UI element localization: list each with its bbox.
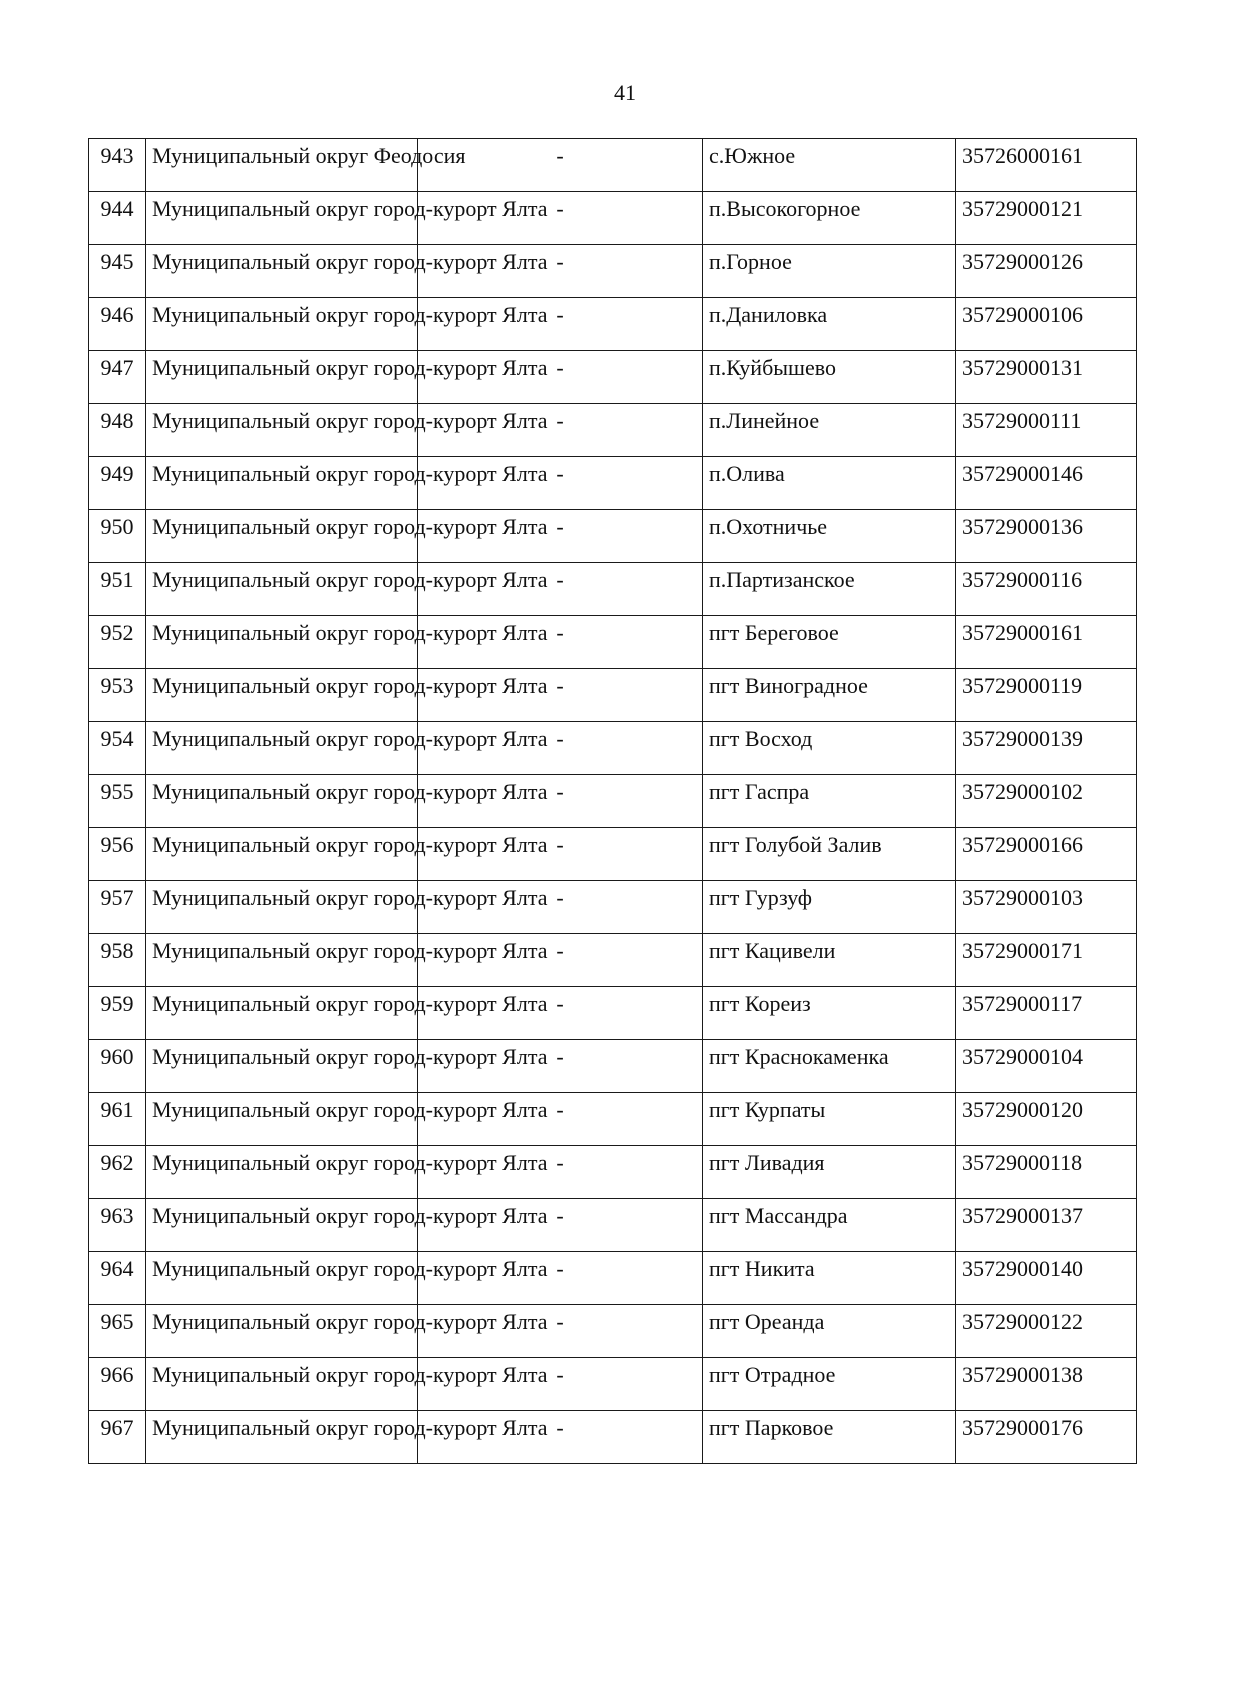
table-row [89, 828, 1137, 881]
municipality-cell: Муниципальный округ город-курорт Ялта [146, 510, 418, 563]
table-row [89, 1252, 1137, 1305]
table-row [89, 139, 1137, 192]
municipality-cell: Муниципальный округ город-курорт Ялта [146, 722, 418, 775]
settlement-cell: пгт Ореанда [703, 1305, 956, 1358]
dash-cell: - [418, 669, 703, 722]
row-number-cell: 959 [89, 987, 146, 1040]
oktmo-code-cell: 35729000176 [956, 1411, 1137, 1464]
table-row [89, 722, 1137, 775]
settlement-cell: пгт Отрадное [703, 1358, 956, 1411]
settlement-cell: с.Южное [703, 139, 956, 192]
municipality-cell: Муниципальный округ город-курорт Ялта [146, 563, 418, 616]
row-number-cell: 944 [89, 192, 146, 245]
settlement-cell: п.Высокогорное [703, 192, 956, 245]
table-row [89, 934, 1137, 987]
dash-cell: - [418, 987, 703, 1040]
municipality-cell: Муниципальный округ город-курорт Ялта [146, 616, 418, 669]
oktmo-code-cell: 35726000161 [956, 139, 1137, 192]
oktmo-code-cell: 35729000103 [956, 881, 1137, 934]
municipality-cell: Муниципальный округ город-курорт Ялта [146, 457, 418, 510]
dash-cell: - [418, 563, 703, 616]
dash-cell: - [418, 139, 703, 192]
settlement-cell: пгт Виноградное [703, 669, 956, 722]
table-row [89, 563, 1137, 616]
municipality-cell: Муниципальный округ город-курорт Ялта [146, 1199, 418, 1252]
table-row [89, 616, 1137, 669]
settlement-cell: п.Горное [703, 245, 956, 298]
row-number-cell: 951 [89, 563, 146, 616]
table-row [89, 881, 1137, 934]
table-row [89, 1199, 1137, 1252]
municipality-cell: Муниципальный округ город-курорт Ялта [146, 1093, 418, 1146]
municipality-cell: Муниципальный округ город-курорт Ялта [146, 192, 418, 245]
row-number-cell: 948 [89, 404, 146, 457]
oktmo-code-cell: 35729000102 [956, 775, 1137, 828]
settlement-cell: пгт Кацивели [703, 934, 956, 987]
table-row [89, 1305, 1137, 1358]
oktmo-code-cell: 35729000122 [956, 1305, 1137, 1358]
settlement-cell: п.Олива [703, 457, 956, 510]
row-number-cell: 965 [89, 1305, 146, 1358]
row-number-cell: 943 [89, 139, 146, 192]
dash-cell: - [418, 351, 703, 404]
table-body [89, 139, 1137, 1464]
dash-cell: - [418, 1040, 703, 1093]
row-number-cell: 963 [89, 1199, 146, 1252]
oktmo-code-cell: 35729000104 [956, 1040, 1137, 1093]
municipality-cell: Муниципальный округ город-курорт Ялта [146, 934, 418, 987]
dash-cell: - [418, 934, 703, 987]
table-row [89, 775, 1137, 828]
row-number-cell: 950 [89, 510, 146, 563]
row-number-cell: 958 [89, 934, 146, 987]
table-row [89, 404, 1137, 457]
table-row [89, 1146, 1137, 1199]
dash-cell: - [418, 457, 703, 510]
oktmo-code-cell: 35729000171 [956, 934, 1137, 987]
table-row [89, 1358, 1137, 1411]
page-number: 41 [614, 80, 636, 105]
municipality-cell: Муниципальный округ город-курорт Ялта [146, 828, 418, 881]
dash-cell: - [418, 1252, 703, 1305]
table-row [89, 669, 1137, 722]
municipality-cell: Муниципальный округ город-курорт Ялта [146, 669, 418, 722]
municipality-cell: Муниципальный округ город-курорт Ялта [146, 775, 418, 828]
table-row [89, 298, 1137, 351]
oktmo-code-cell: 35729000136 [956, 510, 1137, 563]
oktmo-code-cell: 35729000161 [956, 616, 1137, 669]
settlement-cell: п.Даниловка [703, 298, 956, 351]
oktmo-code-cell: 35729000139 [956, 722, 1137, 775]
oktmo-code-cell: 35729000166 [956, 828, 1137, 881]
settlement-cell: пгт Никита [703, 1252, 956, 1305]
oktmo-code-cell: 35729000131 [956, 351, 1137, 404]
oktmo-code-cell: 35729000106 [956, 298, 1137, 351]
settlement-cell: п.Партизанское [703, 563, 956, 616]
municipality-cell: Муниципальный округ город-курорт Ялта [146, 245, 418, 298]
row-number-cell: 966 [89, 1358, 146, 1411]
settlement-cell: п.Линейное [703, 404, 956, 457]
settlement-cell: пгт Восход [703, 722, 956, 775]
municipality-cell: Муниципальный округ город-курорт Ялта [146, 351, 418, 404]
municipality-cell: Муниципальный округ город-курорт Ялта [146, 404, 418, 457]
oktmo-code-cell: 35729000116 [956, 563, 1137, 616]
municipality-cell: Муниципальный округ город-курорт Ялта [146, 881, 418, 934]
settlement-cell: пгт Ливадия [703, 1146, 956, 1199]
table-row [89, 1093, 1137, 1146]
dash-cell: - [418, 404, 703, 457]
oktmo-code-cell: 35729000111 [956, 404, 1137, 457]
dash-cell: - [418, 775, 703, 828]
settlement-cell: пгт Гаспра [703, 775, 956, 828]
municipality-cell: Муниципальный округ город-курорт Ялта [146, 298, 418, 351]
dash-cell: - [418, 722, 703, 775]
row-number-cell: 962 [89, 1146, 146, 1199]
settlement-cell: пгт Массандра [703, 1199, 956, 1252]
oktmo-code-cell: 35729000117 [956, 987, 1137, 1040]
oktmo-code-cell: 35729000137 [956, 1199, 1137, 1252]
municipality-cell: Муниципальный округ город-курорт Ялта [146, 1305, 418, 1358]
municipality-cell: Муниципальный округ город-курорт Ялта [146, 987, 418, 1040]
dash-cell: - [418, 881, 703, 934]
oktmo-code-cell: 35729000120 [956, 1093, 1137, 1146]
oktmo-code-cell: 35729000126 [956, 245, 1137, 298]
row-number-cell: 960 [89, 1040, 146, 1093]
dash-cell: - [418, 1093, 703, 1146]
table-row [89, 987, 1137, 1040]
settlement-cell: п.Охотничье [703, 510, 956, 563]
row-number-cell: 947 [89, 351, 146, 404]
dash-cell: - [418, 245, 703, 298]
table-row [89, 192, 1137, 245]
row-number-cell: 945 [89, 245, 146, 298]
dash-cell: - [418, 510, 703, 563]
dash-cell: - [418, 616, 703, 669]
dash-cell: - [418, 298, 703, 351]
dash-cell: - [418, 1411, 703, 1464]
oktmo-code-cell: 35729000146 [956, 457, 1137, 510]
settlement-cell: пгт Гурзуф [703, 881, 956, 934]
settlement-cell: пгт Береговое [703, 616, 956, 669]
table-row [89, 351, 1137, 404]
oktmo-code-cell: 35729000119 [956, 669, 1137, 722]
dash-cell: - [418, 1305, 703, 1358]
settlement-cell: пгт Парковое [703, 1411, 956, 1464]
oktmo-code-cell: 35729000118 [956, 1146, 1137, 1199]
table-row [89, 1040, 1137, 1093]
municipality-cell: Муниципальный округ город-курорт Ялта [146, 1411, 418, 1464]
oktmo-code-cell: 35729000121 [956, 192, 1137, 245]
row-number-cell: 946 [89, 298, 146, 351]
row-number-cell: 953 [89, 669, 146, 722]
row-number-cell: 961 [89, 1093, 146, 1146]
row-number-cell: 957 [89, 881, 146, 934]
dash-cell: - [418, 1358, 703, 1411]
municipality-cell: Муниципальный округ город-курорт Ялта [146, 1252, 418, 1305]
dash-cell: - [418, 828, 703, 881]
settlement-cell: п.Куйбышево [703, 351, 956, 404]
municipality-cell: Муниципальный округ город-курорт Ялта [146, 1146, 418, 1199]
table-row [89, 510, 1137, 563]
oktmo-code-cell: 35729000140 [956, 1252, 1137, 1305]
settlement-cell: пгт Кореиз [703, 987, 956, 1040]
row-number-cell: 952 [89, 616, 146, 669]
municipality-cell: Муниципальный округ Феодосия [146, 139, 418, 192]
table-row [89, 245, 1137, 298]
table-row [89, 1411, 1137, 1464]
row-number-cell: 956 [89, 828, 146, 881]
dash-cell: - [418, 1146, 703, 1199]
settlement-cell: пгт Голубой Залив [703, 828, 956, 881]
row-number-cell: 954 [89, 722, 146, 775]
row-number-cell: 967 [89, 1411, 146, 1464]
oktmo-code-cell: 35729000138 [956, 1358, 1137, 1411]
municipality-cell: Муниципальный округ город-курорт Ялта [146, 1040, 418, 1093]
table-row [89, 457, 1137, 510]
municipality-cell: Муниципальный округ город-курорт Ялта [146, 1358, 418, 1411]
row-number-cell: 964 [89, 1252, 146, 1305]
settlements-table [88, 138, 1137, 1464]
settlement-cell: пгт Краснокаменка [703, 1040, 956, 1093]
dash-cell: - [418, 1199, 703, 1252]
dash-cell: - [418, 192, 703, 245]
row-number-cell: 949 [89, 457, 146, 510]
settlement-cell: пгт Курпаты [703, 1093, 956, 1146]
row-number-cell: 955 [89, 775, 146, 828]
